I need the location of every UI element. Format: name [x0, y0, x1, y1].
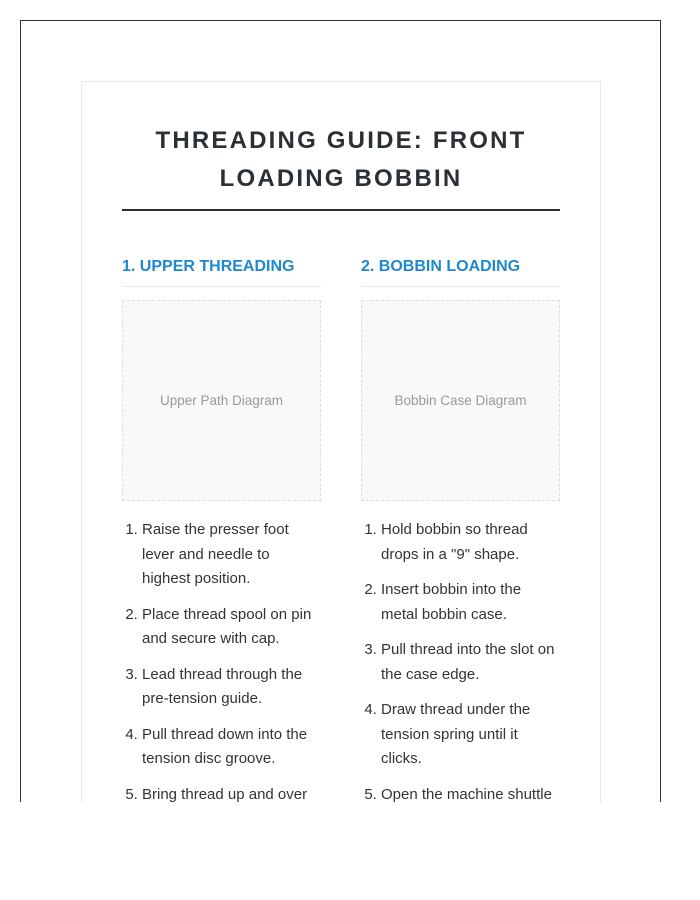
step-item: 2. Place thread spool on pin and secure with cap.	[142, 603, 321, 652]
step-item: 4. Pull thread down into the tension disc groove.	[142, 723, 321, 772]
step-item: 5. Open the machine shuttle	[381, 783, 560, 803]
step-item: 1. Hold bobbin so thread drops in a "9" shape.	[381, 518, 560, 567]
upper-threading-steps	[122, 518, 321, 802]
bobbin-loading-column	[361, 257, 560, 802]
bobbin-case-diagram-label: Bobbin Case Diagram	[394, 393, 527, 408]
step-item: 2. Insert bobbin into the metal bobbin case.	[381, 578, 560, 627]
upper-threading-column	[122, 257, 321, 802]
step-item: 3. Pull thread into the slot on the case edge.	[381, 638, 560, 687]
title-divider	[122, 209, 560, 211]
upper-path-diagram-label: Upper Path Diagram	[159, 393, 284, 408]
step-item: 1. Raise the presser foot lever and needle to highest position.	[142, 518, 321, 592]
guide-card	[81, 81, 601, 802]
bobbin-loading-heading: 2. BOBBIN LOADING	[361, 257, 560, 287]
upper-threading-heading: 1. UPPER THREADING	[122, 257, 321, 287]
step-item: 4. Draw thread under the tension spring until it clicks.	[381, 698, 560, 772]
bobbin-case-diagram-placeholder	[361, 300, 560, 501]
step-item: 3. Lead thread through the pre-tension guide.	[142, 663, 321, 712]
step-item: 5. Bring thread up and over	[142, 783, 321, 803]
bobbin-loading-steps	[361, 518, 560, 802]
upper-path-diagram-placeholder	[122, 300, 321, 501]
page-frame	[20, 20, 661, 802]
page-title: THREADING GUIDE: FRONT LOADING BOBBIN	[155, 127, 527, 192]
